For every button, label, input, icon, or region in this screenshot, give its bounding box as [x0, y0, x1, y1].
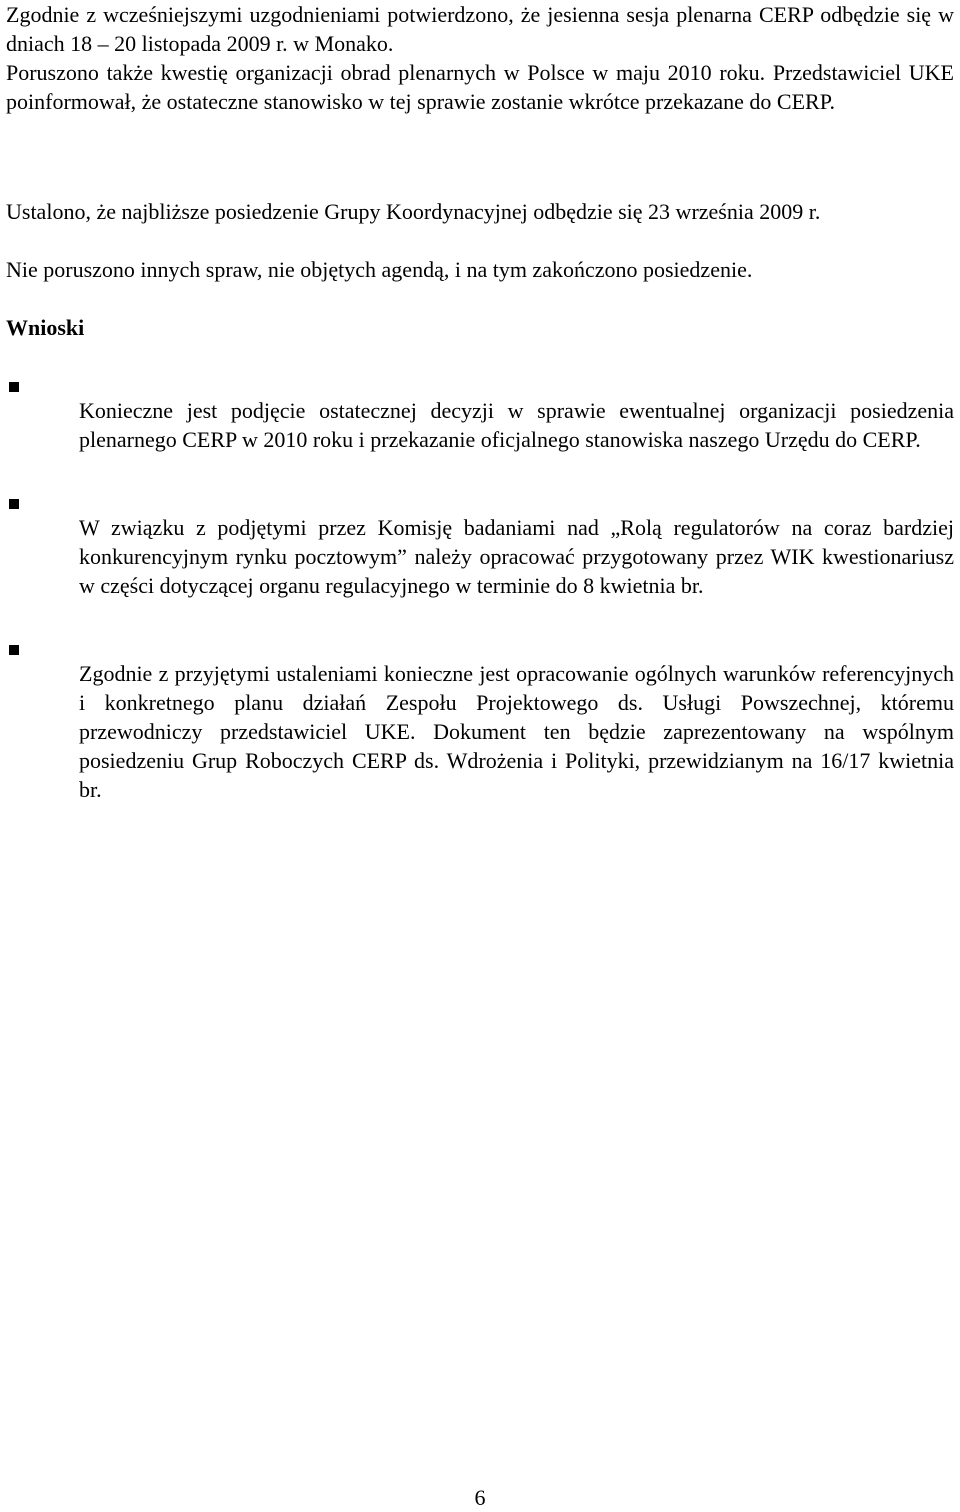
conclusion-item [6, 491, 954, 622]
square-bullet-icon [9, 382, 19, 392]
square-bullet-icon [9, 499, 19, 509]
conclusion-item-text: Konieczne jest podjęcie ostatecznej decyzji w sprawie ewentualnej organizacji posiedzenia plenarnego CERP w 2010 roku i przekazanie oficjalnego stanowiska naszego Urzędu do CERP. [79, 398, 954, 452]
conclusion-item-text: Zgodnie z przyjętymi ustaleniami konieczne jest opracowanie ogólnych warunków referencyjnych i konkretnego planu działań Zespołu Projektowego ds. Usługi Powszechnej, któremu przewodniczy przedstawiciel UKE. Dokument ten będzie zaprezentowany na wspólnym posiedzeniu Grup Roboczych CERP ds. Wdrożenia i Polityki, przewidzianym na 16/17 kwietnia br. [79, 661, 954, 802]
paragraph-session-date: Zgodnie z wcześniejszymi uzgodnieniami potwierdzono, że jesienna sesja plenarna CERP odbędzie się w dniach 18 – 20 listopada 2009 r. w Monako. [6, 2, 954, 56]
paragraph-next-meeting: Ustalono, że najbliższe posiedzenie Grupy Koordynacyjnej odbędzie się 23 września 2009 r. [6, 199, 821, 224]
square-bullet-icon [9, 645, 19, 655]
conclusion-item-text: W związku z podjętymi przez Komisję badaniami nad „Rolą regulatorów na coraz bardziej konkurencyjnym rynku pocztowym” należy opracować przygotowany przez WIK kwestionariusz w części dotyczącej organu regulacyjnego w terminie do 8 kwietnia br. [79, 515, 954, 598]
paragraph-plenary-poland: Poruszono także kwestię organizacji obrad plenarnych w Polsce w maju 2010 roku. Przedstawiciel UKE poinformował, że ostateczne stanowisko w tej sprawie zostanie wkrótce przekazane do CERP. [6, 60, 954, 114]
conclusions-heading: Wnioski [6, 315, 85, 340]
paragraph-closing: Nie poruszono innych spraw, nie objętych agendą, i na tym zakończono posiedzenie. [6, 257, 753, 282]
conclusion-item [6, 637, 954, 826]
conclusion-item [6, 374, 954, 476]
page-number: 6 [474, 1485, 486, 1510]
